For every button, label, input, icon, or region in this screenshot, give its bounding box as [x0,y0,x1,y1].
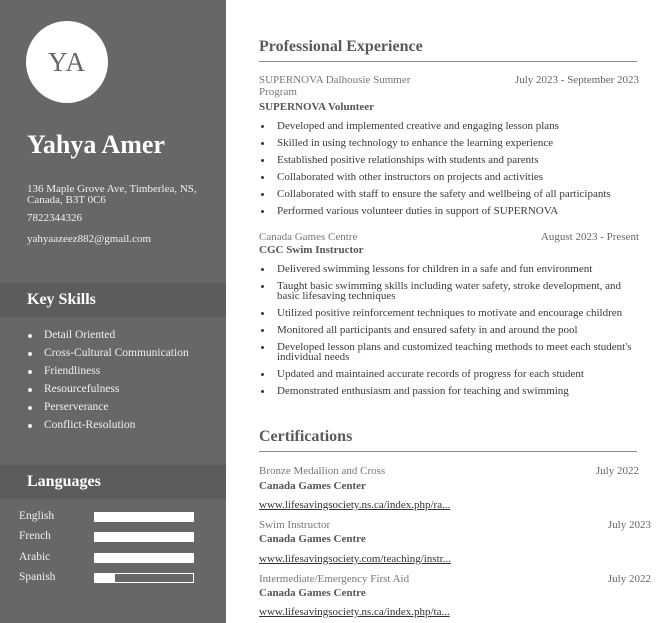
list-item: Established positive relationships with students and parents [259,155,639,165]
cert-link[interactable]: www.lifesavingsociety.ns.ca/index.php/ra... [259,499,451,511]
list-item: Skilled in using technology to enhance the learning experience [259,138,639,148]
list-item: Updated and maintained accurate records of progress for each student [259,369,639,379]
list-item: Collaborated with staff to ensure the safety and wellbeing of all participants [259,189,639,199]
cert-issuer: Canada Games Centre [259,587,366,599]
language-level-bar [94,532,194,542]
cert-name: Swim Instructor [259,519,331,531]
list-item: Demonstrated enthusiasm and passion for teaching and swimming [259,386,639,396]
job-role: SUPERNOVA Volunteer [259,101,375,113]
divider [259,451,637,452]
language-level-fill [95,554,193,562]
languages-header [0,465,226,499]
cert-link[interactable]: www.lifesavingsociety.ns.ca/index.php/ta... [259,606,450,618]
cert-name: Intermediate/Emergency First Aid [259,573,410,585]
list-item: Monitored all participants and ensured safety in and around the pool [259,325,639,335]
skill-item: Perserverance [27,400,189,418]
list-item: Collaborated with other instructors on projects and activities [259,172,639,182]
cert-issuer: Canada Games Centre [259,533,366,545]
skill-item: Conflict-Resolution [27,418,189,436]
list-item: Delivered swimming lessons for children in a safe and fun environment [259,264,639,274]
language-name: English [19,510,55,522]
list-item: Taught basic swimming skills including water safety, stroke development, and basic lifesaving techniques [259,281,639,301]
divider [259,61,637,62]
skills-title: Key Skills [27,291,96,308]
language-name: Arabic [19,551,51,563]
skill-item: Cross-Cultural Communication [27,346,189,364]
skills-header [0,283,226,317]
job-organization: Canada Games Centre [259,231,358,243]
email[interactable]: yahyaazeez882@gmail.com [27,233,152,245]
job-role: CGC Swim Instructor [259,244,364,256]
skill-item: Resourcefulness [27,382,189,400]
cert-date: July 2022 [607,573,651,585]
language-row [19,551,199,565]
language-level-fill [95,513,193,521]
language-level-fill [95,533,193,541]
cert-issuer: Canada Games Center [259,480,366,492]
list-item: Utilized positive reinforcement techniques to motivate and encourage children [259,308,639,318]
sidebar [0,0,226,623]
main-content [259,0,651,623]
job-organization: SUPERNOVA Dalhousie Summer Program [259,74,411,98]
cert-date: July 2022 [595,465,639,477]
language-level-bar [94,512,194,522]
language-level-fill [95,574,115,582]
list-item: Developed and implemented creative and engaging lesson plans [259,121,639,131]
language-name: Spanish [19,571,56,583]
job-dates: July 2023 - September 2023 [514,74,639,86]
language-level-bar [94,553,194,563]
language-row [19,571,199,585]
certifications-title: Certifications [259,428,353,445]
job-bullets [259,121,639,223]
cert-date: July 2023 [607,519,651,531]
job-bullets [259,264,639,403]
experience-title: Professional Experience [259,38,423,55]
candidate-name: Yahya Amer [27,130,165,159]
skill-item: Friendliness [27,364,189,382]
skill-item: Detail Oriented [27,328,189,346]
job-dates: August 2023 - Present [540,231,639,243]
cert-link[interactable]: www.lifesavingsociety.com/teaching/instr... [259,553,451,565]
list-item: Performed various volunteer duties in support of SUPERNOVA [259,206,639,216]
languages-title: Languages [27,473,101,490]
phone: 7822344326 [27,212,82,224]
language-row [19,510,199,524]
language-row [19,530,199,544]
skills-list [27,328,189,436]
avatar: YA [26,21,108,103]
cert-name: Bronze Medallion and Cross [259,465,386,477]
language-name: French [19,530,51,542]
language-level-bar [94,573,194,583]
list-item: Developed lesson plans and customized teaching methods to meet each student's individual needs [259,342,639,362]
address: 136 Maple Grove Ave, Timberlea, NS, Canada, B3T 0C6 [27,183,197,206]
